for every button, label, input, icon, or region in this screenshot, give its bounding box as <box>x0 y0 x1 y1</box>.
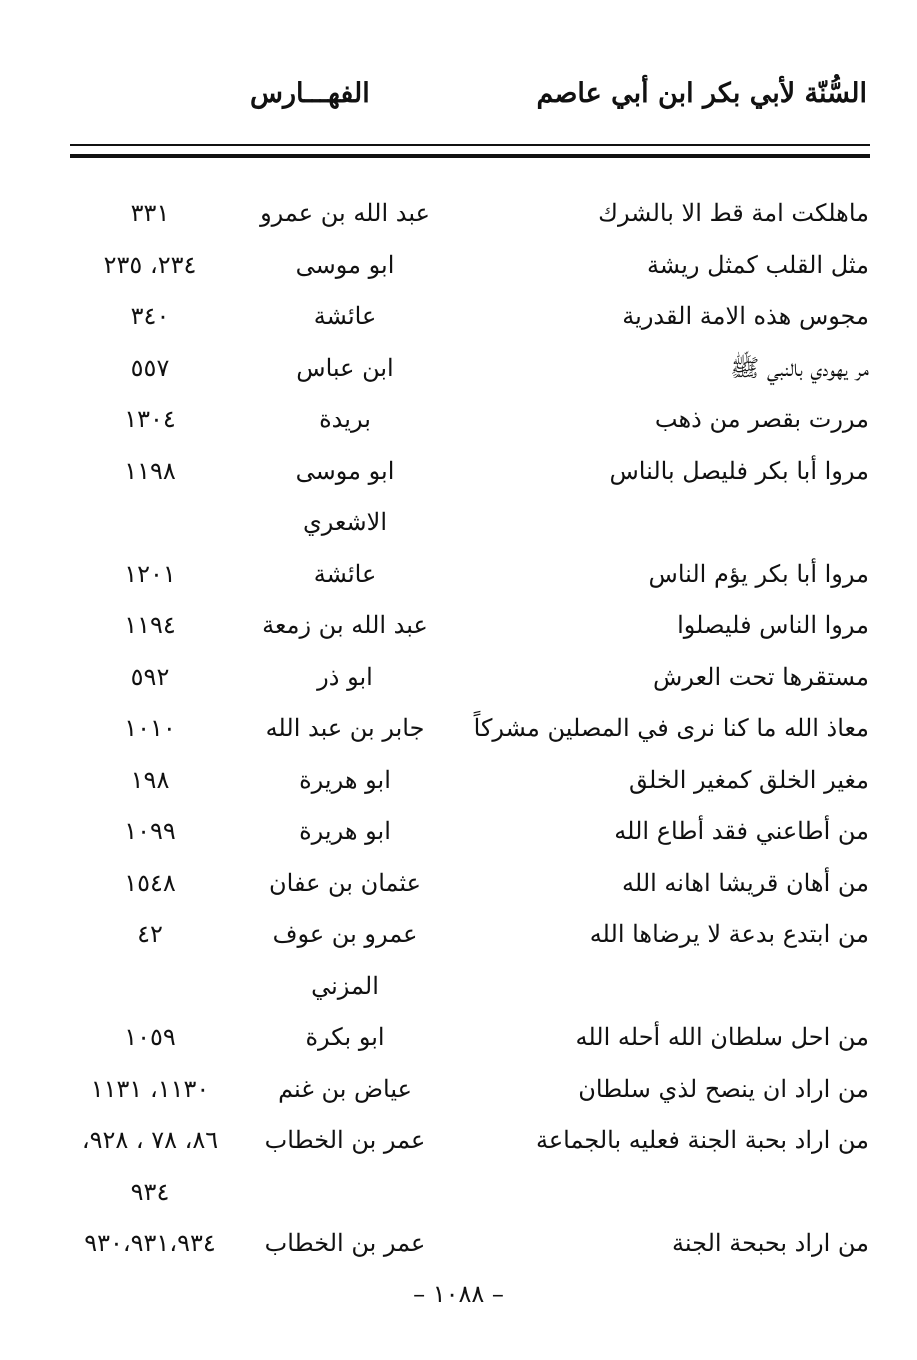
narrator-name: ابو موسى <box>295 250 395 279</box>
index-entry-row <box>0 703 917 755</box>
narrator-name: عمر بن الخطاب <box>264 1229 426 1257</box>
index-entry-row <box>0 652 917 704</box>
index-entry-row <box>0 961 917 1013</box>
index-entry-row <box>0 343 917 395</box>
hadith-text: مغير الخلق كمغير الخلق <box>628 765 869 794</box>
hadith-numbers: ٥٩٢ <box>130 662 170 691</box>
index-entry-row <box>0 394 917 446</box>
hadith-numbers: ١١٣٠، ١١٣١ <box>90 1074 210 1103</box>
hadith-numbers <box>60 497 240 549</box>
narrator-name: عبد الله بن زمعة <box>262 611 428 639</box>
hadith-numbers: ١٣٠٤ <box>124 405 176 433</box>
index-entry-row <box>0 909 917 961</box>
narrator-name: عائشة <box>313 302 377 330</box>
hadith-text: مروا أبا بكر فليصل بالناس <box>609 456 869 485</box>
narrator-name: ابو ذر <box>317 662 373 691</box>
index-entry-row <box>0 240 917 292</box>
hadith-numbers: ١٥٤٨ <box>124 868 176 897</box>
hadith-numbers: ٢٣٤، ٢٣٥ <box>103 250 197 279</box>
hadith-numbers: ١١٩٤ <box>124 611 176 639</box>
hadith-text: مر يهودي بالنبي ﷺ <box>730 353 869 382</box>
header-rule-thin <box>70 144 870 146</box>
index-entry-row <box>0 1115 917 1167</box>
page-number: – ١٠٨٨ – <box>413 1280 504 1308</box>
narrator-name: المزني <box>311 971 379 1000</box>
index-entry-row <box>0 1167 917 1219</box>
hadith-text <box>489 497 869 549</box>
narrator-name: عثمان بن عفان <box>269 868 421 897</box>
book-title: السُّنّة لأبي بكر ابن أبي عاصم <box>536 78 867 109</box>
index-entry-row <box>0 188 917 240</box>
hadith-text: مررت بقصر من ذهب <box>654 405 869 433</box>
narrator-name: ابن عباس <box>296 353 394 382</box>
narrator-name: ابو هريرة <box>299 817 391 845</box>
index-entry-row <box>0 806 917 858</box>
hadith-numbers: ٩٣٤ <box>130 1177 170 1206</box>
hadith-text: مستقرها تحت العرش <box>653 662 869 691</box>
header-rule-thick <box>70 154 870 158</box>
narrator-name: عائشة <box>313 559 377 588</box>
hadith-numbers: ١٠٩٩ <box>124 817 176 845</box>
hadith-text <box>489 1167 869 1219</box>
index-entry-row <box>0 1218 917 1270</box>
hadith-numbers: ٣٣١ <box>130 199 170 227</box>
hadith-text: مثل القلب كمثل ريشة <box>646 250 869 279</box>
hadith-text: من اراد بحبة الجنة فعليه بالجماعة <box>535 1126 869 1154</box>
hadith-text: من ابتدع بدعة لا يرضاها الله <box>589 920 869 948</box>
hadith-numbers: ٤٢ <box>137 920 163 948</box>
narrator-name <box>250 1167 440 1219</box>
hadith-text: من اراد بحبحة الجنة <box>672 1229 869 1257</box>
narrator-name: بريدة <box>319 405 371 433</box>
hadith-numbers: ١٢٠١ <box>124 559 176 588</box>
hadith-text: معاذ الله ما كنا نرى في المصلين مشركاً <box>473 714 869 742</box>
hadith-numbers: ١٠١٠ <box>124 714 176 742</box>
index-entry-row <box>0 600 917 652</box>
hadith-text: من اراد ان ينصح لذي سلطان <box>578 1074 869 1103</box>
narrator-name: عمرو بن عوف <box>272 920 418 948</box>
index-entry-row <box>0 291 917 343</box>
index-entry-row <box>0 1012 917 1064</box>
hadith-text: ماهلكت امة قط الا بالشرك <box>598 199 869 227</box>
hadith-numbers: ١٩٨ <box>130 765 170 794</box>
hadith-numbers: ١١٩٨ <box>124 456 176 485</box>
narrator-name: عياض بن غنم <box>278 1074 412 1103</box>
index-entry-row <box>0 446 917 498</box>
hadith-numbers: ٨٦، ٧٨ ، ٩٢٨، <box>81 1126 219 1154</box>
index-entry-row <box>0 755 917 807</box>
narrator-name: عبد الله بن عمرو <box>260 199 430 227</box>
index-entry-row <box>0 1064 917 1116</box>
index-entry-row <box>0 497 917 549</box>
narrator-name: ابو بكرة <box>305 1023 385 1051</box>
narrator-name: الاشعري <box>302 508 388 536</box>
narrator-name: جابر بن عبد الله <box>265 714 425 742</box>
hadith-text: من أهان قريشا اهانه الله <box>622 868 869 897</box>
hadith-text: مروا الناس فليصلوا <box>677 611 869 639</box>
index-entry-row <box>0 858 917 910</box>
hadith-text <box>489 961 869 1013</box>
hadith-text: من احل سلطان الله أحله الله <box>575 1023 869 1051</box>
section-title: الفهـــارس <box>250 78 370 109</box>
index-entry-row <box>0 549 917 601</box>
hadith-numbers: ٣٤٠ <box>130 302 170 330</box>
hadith-numbers <box>60 961 240 1013</box>
index-entries-list <box>0 188 917 1270</box>
narrator-name: ابو موسى <box>295 456 395 485</box>
hadith-text: من أطاعني فقد أطاع الله <box>614 817 869 845</box>
hadith-numbers: ٩٣٠،٩٣١،٩٣٤ <box>84 1229 216 1257</box>
narrator-name: ابو هريرة <box>299 765 391 794</box>
hadith-text: مروا أبا بكر يؤم الناس <box>648 559 869 588</box>
narrator-name: عمر بن الخطاب <box>264 1126 426 1154</box>
hadith-numbers: ١٠٥٩ <box>124 1023 176 1051</box>
hadith-text: مجوس هذه الامة القدرية <box>622 302 869 330</box>
hadith-numbers: ٥٥٧ <box>130 353 170 382</box>
